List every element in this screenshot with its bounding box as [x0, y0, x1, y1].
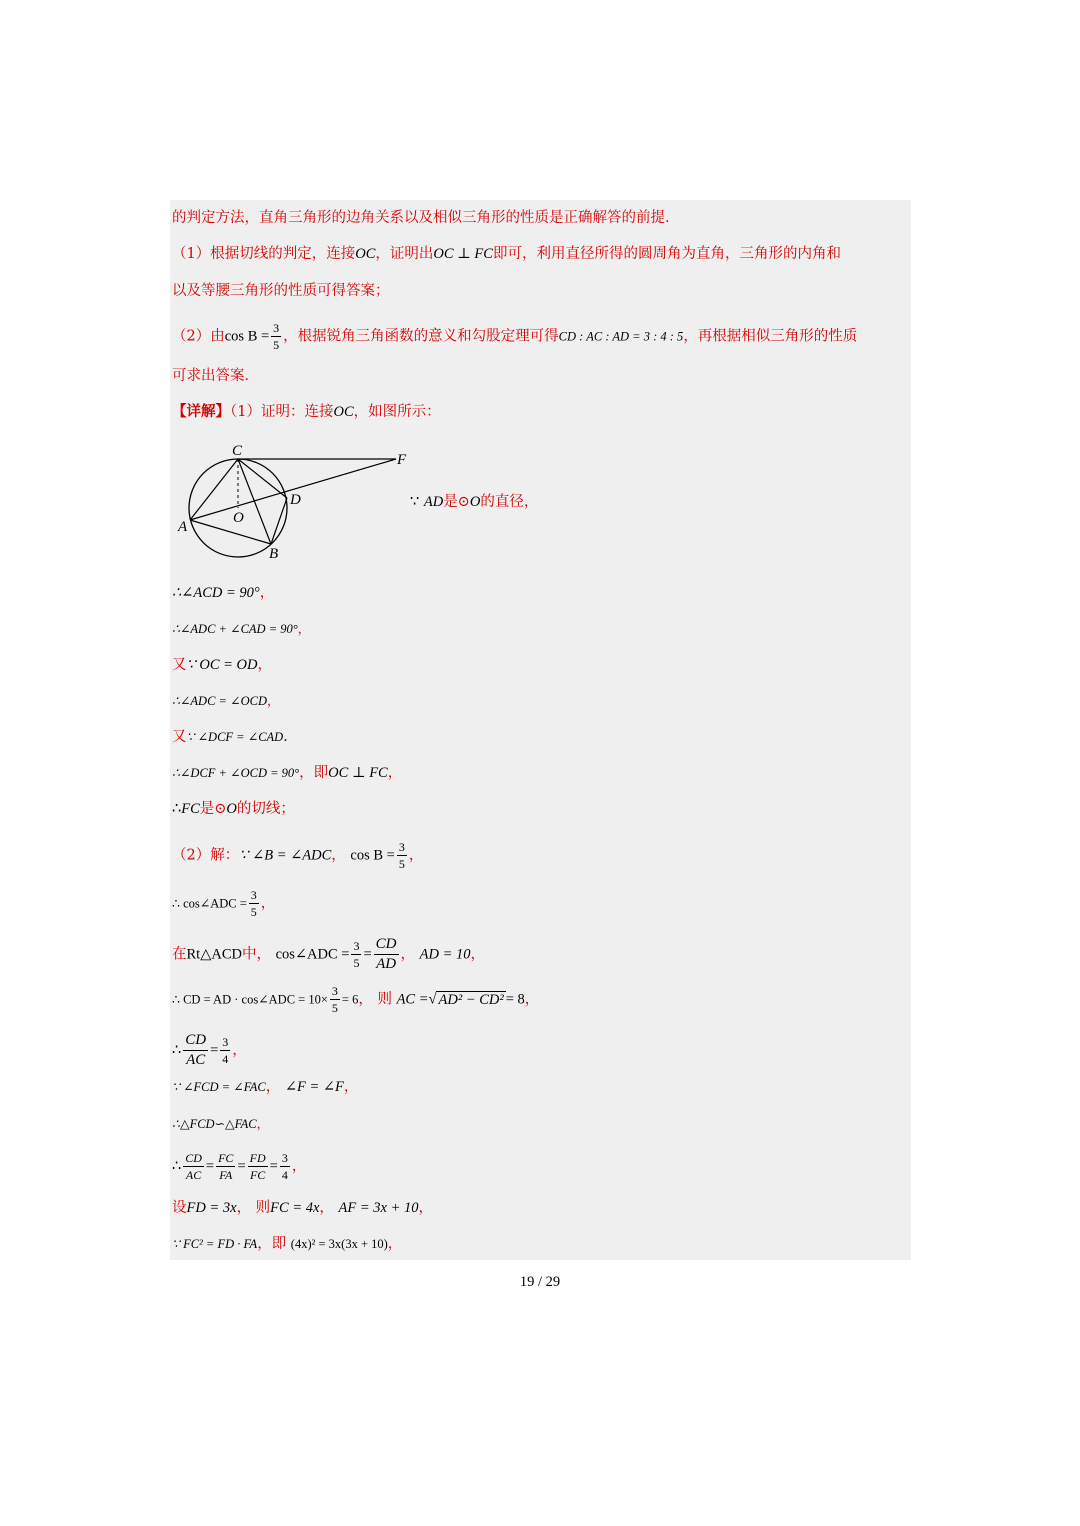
label-d: D — [290, 492, 301, 508]
text-line-9: ∴∠ADC + ∠CAD = 90°， — [172, 621, 311, 636]
text-line-15: （2）解：∵ ∠B = ∠ADC， cos B = $\frac{3}{5}$ ， — [172, 840, 424, 871]
text-line-10: 又∵ OC = OD， — [172, 657, 272, 673]
circle-tangent-diagram — [174, 440, 414, 565]
text-line-21: ∴△FCD∽△FAC， — [172, 1116, 270, 1131]
text-line-14: ∴FC是⊙O的切线； — [172, 801, 295, 817]
fraction-cd-ac: $\frac{CD}{AC}$ — [185, 1032, 207, 1068]
text-line-5: 可求出答案． — [172, 368, 259, 384]
label-a: A — [178, 519, 188, 535]
fraction-3-5: $\frac{3}{5}$ — [353, 939, 360, 970]
text-line-4: （2）由cos B = $\frac{3}{5}$ ，根据锐角三角函数的意义和勾股定理可得CD : AC : AD = 3 : 4 : 5，再根据相似三角形的性质 — [172, 321, 858, 352]
label-b: B — [269, 546, 279, 562]
page-number: 19 / 29 — [519, 1274, 561, 1290]
fraction-fc-fa: $\frac{FC}{FA}$ — [218, 1151, 234, 1182]
text-line-11: ∴∠ADC = ∠OCD， — [172, 693, 280, 708]
fraction-3-5: $\frac{3}{5}$ — [250, 888, 257, 919]
text-line-2: （1）根据切线的判定，连接OC，证明出OC ⊥ FC即可，利用直径所得的圆周角为直角，三角形的内角和 — [172, 246, 841, 262]
text-line-8: ∴∠ACD = 90°， — [172, 585, 275, 601]
label-f: F — [397, 452, 407, 468]
text-line-3: 以及等腰三角形的性质可得答案； — [172, 283, 390, 299]
fraction-cd-ac: $\frac{CD}{AC}$ — [185, 1151, 202, 1182]
text-line-12: 又∵ ∠DCF = ∠CAD． — [172, 729, 298, 745]
fraction-3-5: $\frac{3}{5}$ — [273, 321, 280, 352]
label-c: C — [232, 443, 243, 459]
text-line-13: ∴∠DCF + ∠OCD = 90°，即OC ⊥ FC， — [172, 765, 403, 781]
fraction-3-4: $\frac{3}{4}$ — [281, 1151, 288, 1182]
text-line-17: 在Rt△ACD中， cos∠ADC = $\frac{3}{5}$ = $\frac{CD}{AD}$ ， AD = 10， — [172, 936, 485, 972]
text-line-24: ∵ FC² = FD · FA，即 (4x)² = 3x(3x + 10)， — [172, 1236, 403, 1252]
fraction-3-4: $\frac{3}{4}$ — [222, 1035, 229, 1066]
text-line-23: 设FD = 3x， 则FC = 4x， AF = 3x + 10， — [172, 1200, 434, 1216]
text-line-16: ∴ cos∠ADC = $\frac{3}{5}$ ， — [172, 888, 276, 919]
text-line-1: 的判定方法，直角三角形的边角关系以及相似三角形的性质是正确解答的前提． — [172, 210, 680, 226]
fraction-3-5: $\frac{3}{5}$ — [398, 840, 405, 871]
text-line-6: 【详解】（1）证明：连接OC，如图所示： — [172, 403, 441, 420]
fraction-3-5: $\frac{3}{5}$ — [331, 984, 338, 1015]
text-line-20: ∵ ∠FCD = ∠FAC， ∠F = ∠F， — [172, 1079, 359, 1095]
text-line-7: ∵ AD是⊙O的直径， — [410, 494, 539, 510]
text-line-18: ∴ CD = AD · cos∠ADC = 10× $\frac{3}{5}$ = 6， 则 AC =√ AD² − CD² = 8， — [172, 984, 540, 1015]
text-line-22: ∴ $\frac{CD}{AC}$ = $\frac{FC}{FA}$ = $\frac{FD}{FC}$ = $\frac{3}{4}$ ， — [172, 1151, 307, 1182]
label-o: O — [233, 510, 244, 526]
text-line-19: ∴ $\frac{CD}{AC}$ = $\frac{3}{4}$ ， — [172, 1032, 247, 1068]
fraction-fd-fc: $\frac{FD}{FC}$ — [249, 1151, 266, 1182]
fraction-cd-ad: $\frac{CD}{AD}$ — [375, 936, 397, 972]
